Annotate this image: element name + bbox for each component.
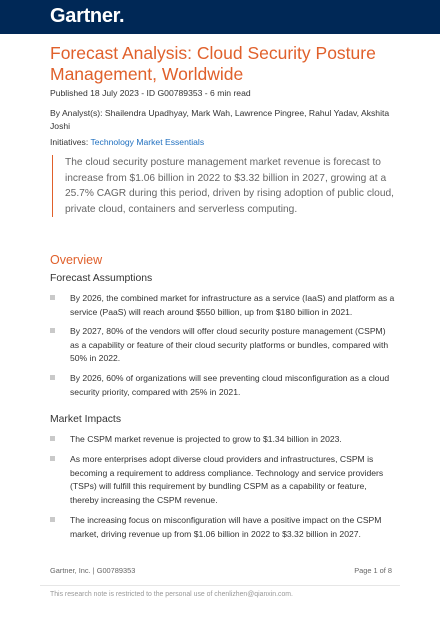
bullet-icon: [50, 328, 55, 333]
page-footer: [50, 566, 392, 575]
usage-notice: This research note is restricted to the personal use of chenlizhen@qianxin.com.: [50, 591, 293, 598]
initiatives-link[interactable]: Technology Market Essentials: [90, 137, 205, 147]
summary-callout: The cloud security posture management market revenue is forecast to increase from $1.06 billion in 2022 to $3.32 billion in 2027, growing at a 25.7% CAGR during this period, driven by rising adoption of public cloud, private cloud, containers and serverless computing.: [52, 155, 395, 217]
footer-id: Gartner, Inc. | G00789353: [50, 566, 136, 575]
list-item: [50, 514, 395, 541]
list-item: [50, 325, 395, 366]
bullet-icon: [50, 375, 55, 380]
document-title: Forecast Analysis: Cloud Security Posture Management, Worldwide: [50, 43, 376, 84]
list-item: [50, 453, 395, 507]
list-item-text: The increasing focus on misconfiguration will have a positive impact on the CSPM market, driving revenue up from $1.06 billion in 2022 to $3.32 billion in 2027.: [70, 515, 382, 539]
footer-divider: [40, 585, 400, 586]
list-item: [50, 292, 395, 319]
list-item: [50, 433, 395, 447]
forecast-assumptions-heading: Forecast Assumptions: [50, 273, 153, 284]
initiatives-label: Initiatives:: [50, 137, 89, 147]
bullet-icon: [50, 436, 55, 441]
published-line: Published 18 July 2023 - ID G00789353 - 6 min read: [50, 88, 251, 98]
initiatives-line: [50, 136, 410, 149]
list-item-text: The CSPM market revenue is projected to grow to $1.34 billion in 2023.: [70, 434, 342, 444]
page-number: Page 1 of 8: [354, 566, 392, 575]
header-bar: [0, 0, 440, 34]
list-item-text: By 2026, the combined market for infrastructure as a service (IaaS) and platform as a service (PaaS) will reach around $550 billion, up from $180 billion in 2021.: [70, 293, 395, 317]
overview-heading: Overview: [50, 253, 103, 267]
analysts-line: By Analyst(s): Shailendra Upadhyay, Mark Wah, Lawrence Pingree, Rahul Yadav, Akshita Joshi: [50, 108, 390, 131]
bullet-icon: [50, 517, 55, 522]
list-item-text: By 2027, 80% of the vendors will offer cloud security posture management (CSPM) as a capability or feature of their cloud security platforms or bundles, compared with 50% in 2022.: [70, 326, 389, 363]
list-item-text: By 2026, 60% of organizations will see preventing cloud misconfiguration as a cloud security priority, compared with 25% in 2021.: [70, 373, 390, 397]
list-item: [50, 372, 395, 399]
bullet-icon: [50, 456, 55, 461]
gartner-logo: Gartner.: [50, 5, 125, 27]
market-impacts-heading: Market Impacts: [50, 414, 122, 425]
list-item-text: As more enterprises adopt diverse cloud providers and infrastructures, CSPM is becoming a requirement to address compliance. Technology and service providers (TSPs) will fulfill this requirement by bundling CSPM as a capability or feature, thereby increasing the CSPM revenue.: [70, 454, 384, 505]
bullet-icon: [50, 295, 55, 300]
